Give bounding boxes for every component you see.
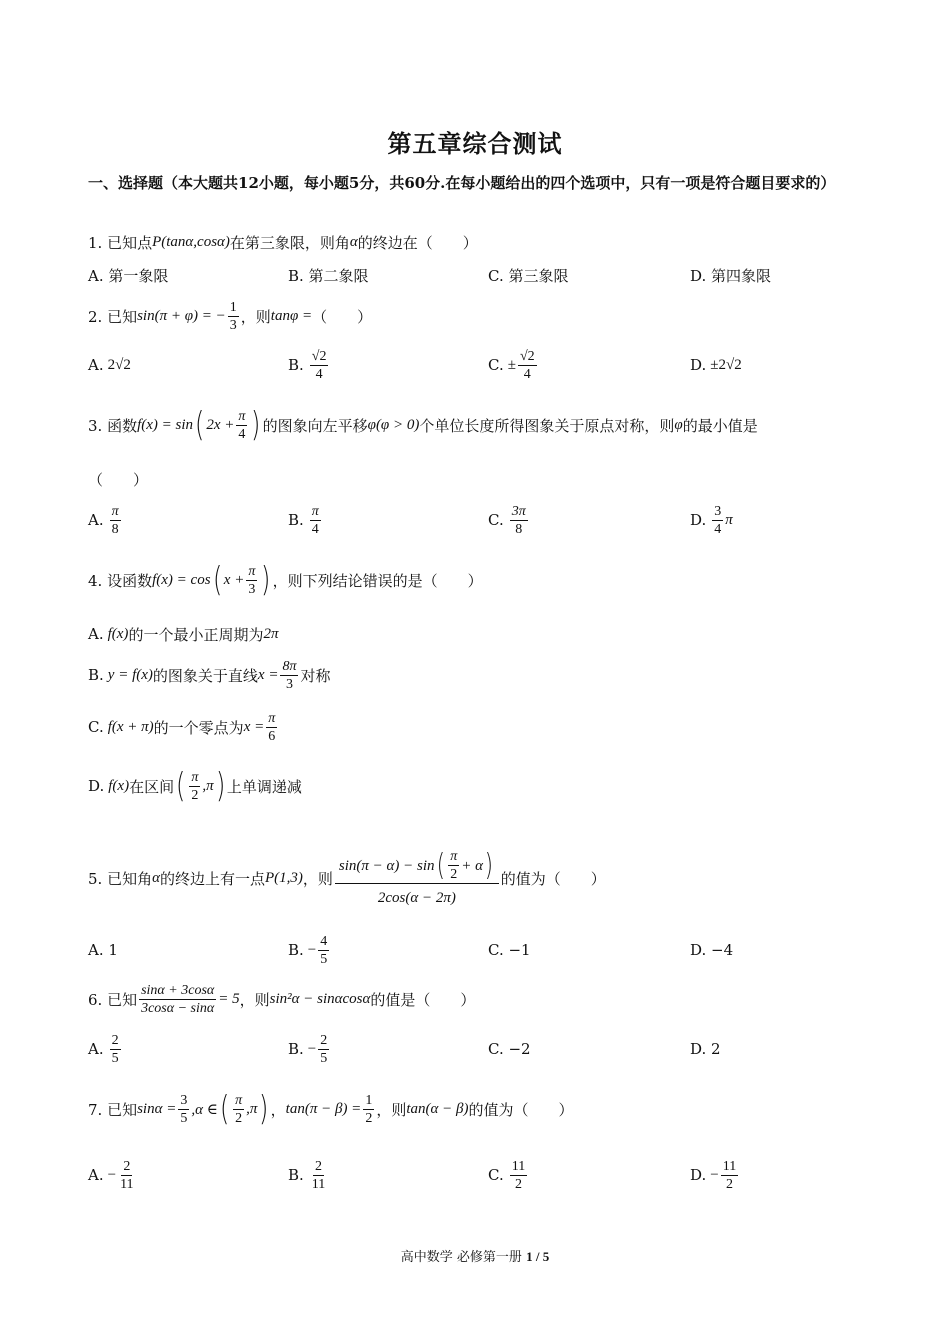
question-4-option-d: D. f(x) 在区间 ( $\frac{\pi}{2}$ ,π ) 上单调递减 [88,766,302,806]
question-5-options [88,925,888,975]
option-b: B. − $\frac{2}{5}$ [288,1032,328,1066]
option-b: B. 第二象限 [288,266,369,285]
option-b: B. $\frac{\pi}{4}$ [288,503,319,537]
option-d: D. −4 [690,941,734,959]
question-3-paren: （ ） [88,470,149,489]
option-d: D. 2 [690,1040,721,1058]
option-d: D. $\frac{3}{4}$ π [690,503,733,537]
section-heading: 一、选择题（本大题共12小题，每小题5分，共60分.在每小题给出的四个选项中，只有一项是符合题目要求的） [88,174,836,192]
question-4-option-b: B. y = f(x) 的图象关于直线 x = $\frac{8\pi}{3}$ 对称 [88,658,331,692]
page-footer [0,1246,950,1265]
option-b: B. $\frac{2}{11}$ [288,1158,326,1192]
question-3-options [88,495,888,545]
question-6-options [88,1024,888,1074]
option-c: C. −1 [488,941,531,959]
question-3: 3. 函数 f(x) = sin ( 2x + $\frac{\pi}{4}$ ) 的图象向左平移 φ(φ > 0) 个单位长度所得图象关于原点对称，则 φ 的最小值是 [88,405,758,445]
question-4-option-a: A. f(x) 的一个最小正周期为 2π [88,625,279,644]
page-title: 第五章综合测试 [387,129,563,158]
option-d: D. ±2√2 [690,356,742,374]
option-a: A. 第一象限 [88,266,169,285]
option-b: B. $\frac{√2}{4}$ [288,348,327,382]
question-1: 1. 已知点 P(tanα,cosα) 在第三象限，则角 α 的终边在（ ） [88,233,478,252]
question-2-options [88,340,888,390]
question-7-options [88,1150,888,1200]
question-6: 6. 已知 $\frac{\sin\alpha + 3\cos\alpha}{3\cos\alpha - \sin\alpha}$ = 5 ，则 sin²α − sinαcosα 的值是（ ） [88,982,476,1016]
footer-text: 高中数学 必修第一册 [400,1250,522,1265]
option-d: D. 第四象限 [690,266,772,285]
question-2: 2. 已知 sin(π + φ) = − $\frac{1}{3}$ ，则 tanφ = （ ） [88,299,373,333]
option-d: D. − $\frac{11}{2}$ [690,1158,737,1192]
question-1-options [88,250,888,300]
question-4: 4. 设函数 f(x) = cos ( x + $\frac{\pi}{3}$ ) ，则下列结论错误的是（ ） [88,560,483,600]
option-a: A. − $\frac{2}{11}$ [88,1158,134,1192]
option-c: C. −2 [488,1040,531,1058]
option-a: A. $\frac{2}{5}$ [88,1032,119,1066]
option-c: C. 第三象限 [488,266,569,285]
option-a: A. $\frac{\pi}{8}$ [88,503,119,537]
option-c: C. $\frac{3\pi}{8}$ [488,503,526,537]
question-5: 5. 已知角 α 的终边上有一点 P(1,3) ，则 sin(π − α) − sin ( $\frac{\pi}{2}$ + α ) 2cos(α − 2π) 的值为（ ） [88,847,606,906]
question-7: 7. 已知 sinα = $\frac{3}{5}$ ,α ∈ ( $\frac{\pi}{2}$ ,π ) ， tan(π − β) = $\frac{1}{2}$ ，则 tan(α − β) 的值为（ ） [88,1089,574,1129]
page-number: 1 / 5 [526,1249,550,1264]
option-b: B. − $\frac{4}{5}$ [288,933,328,967]
option-a: A. 1 [88,941,118,959]
option-c: C. ± $\frac{√2}{4}$ [488,348,535,382]
question-4-option-c: C. f(x + π) 的一个零点为 x = $\frac{\pi}{6}$ [88,710,276,744]
option-c: C. $\frac{11}{2}$ [488,1158,526,1192]
option-a: A. 2√2 [88,356,131,374]
